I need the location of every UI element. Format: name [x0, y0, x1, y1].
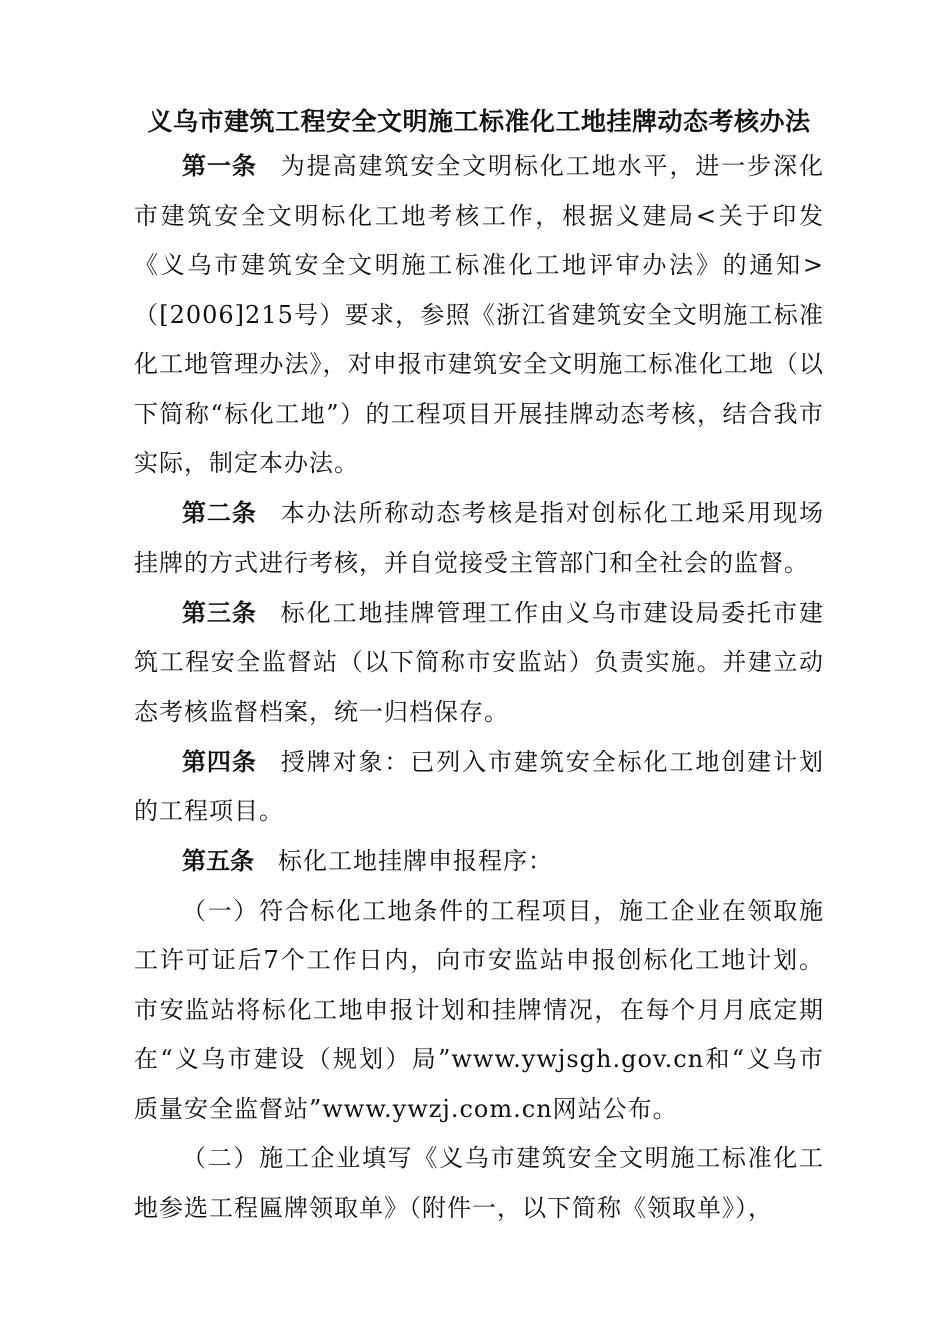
document-title: 义乌市建筑工程安全文明施工标准化工地挂牌动态考核办法	[147, 107, 811, 136]
article-text: 本办法所称动态考核是指对创标化工地采用现场挂牌的方式进行考核，并自觉接受主管部门和全社会的监督。	[134, 499, 825, 577]
article-label: 第四条	[182, 747, 257, 776]
article-label: 第二条	[182, 499, 257, 527]
article-text: 标化工地挂牌申报程序：	[278, 847, 553, 875]
article-text: 为提高建筑安全文明标化工地水平，进一步深化市建筑安全文明标化工地考核工作，根据义建局<关于印发《义乌市建筑安全文明施工标准化工地评审办法》的通知>（[2006]215号）要求，参照《浙江省建筑安全文明施工标准化工地管理办法》，对申报市建筑安全文明施工标准化工地（以下简称“标化工地”）的工程项目开展挂牌动态考核，结合我市实际，制定本办法。	[134, 152, 825, 477]
sub-item-2: （二）施工企业填写《义乌市建筑安全文明施工标准化工地参选工程匾牌领取单》（附件一，以下简称《领取单》），	[134, 1144, 824, 1222]
article-text: 授牌对象：已列入市建筑安全标化工地创建计划的工程项目。	[134, 747, 825, 825]
article-2	[134, 489, 824, 588]
article-5	[134, 837, 824, 887]
article-label: 第一条	[182, 152, 257, 180]
article-label: 第三条	[182, 598, 257, 627]
article-label: 第五条	[182, 847, 254, 875]
article-3	[134, 589, 824, 738]
document-page	[134, 102, 824, 1233]
article-4	[134, 738, 824, 837]
sub-item-1: （一）符合标化工地条件的工程项目，施工企业在领取施工许可证后7个工作日内，向市安监站申报创标化工地计划。市安监站将标化工地申报计划和挂牌情况，在每个月月底定期在“义乌市建设（规划）局”www.ywjsgh.gov.cn和“义乌市质量安全监督站”www.ywzj.com.cn网站公布。	[134, 896, 824, 1123]
article-1	[134, 142, 824, 489]
article-text: 标化工地挂牌管理工作由义乌市建设局委托市建筑工程安全监督站（以下简称市安监站）负责实施。并建立动态考核监督档案，统一归档保存。	[134, 598, 825, 726]
